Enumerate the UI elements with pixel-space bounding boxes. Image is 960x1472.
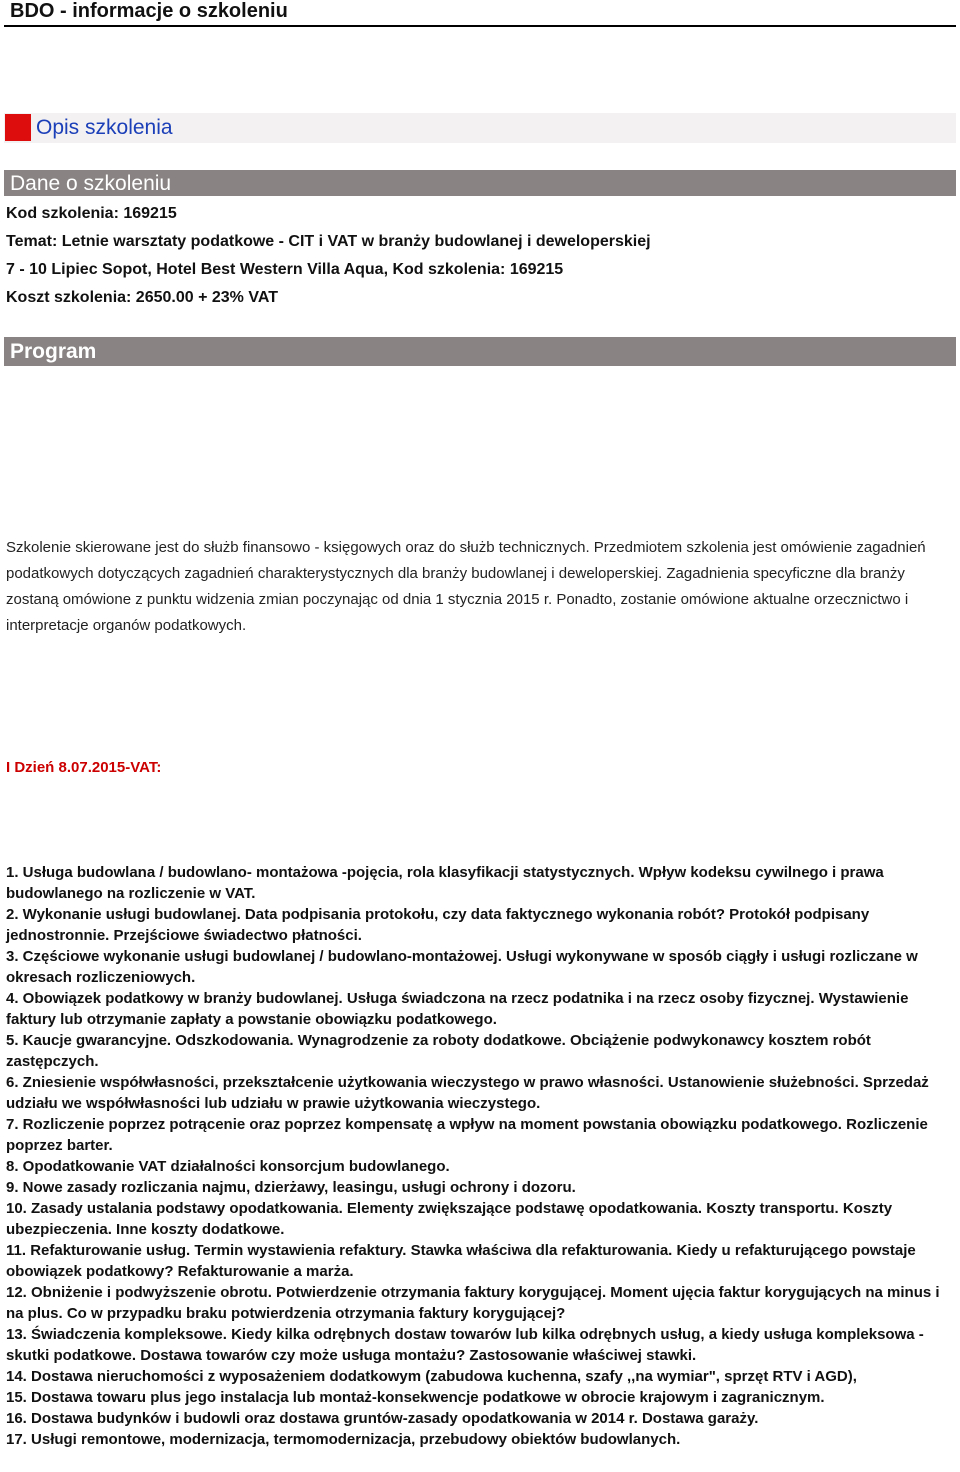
list-item: 9. Nowe zasady rozliczania najmu, dzierżawy, leasingu, usługi ochrony i dozoru.	[6, 1179, 576, 1196]
list-item: 8. Opodatkowanie VAT działalności konsorcjum budowlanego.	[6, 1158, 450, 1175]
program-items-list	[6, 862, 950, 1450]
list-item: 5. Kaucje gwarancyjne. Odszkodowania. Wynagrodzenie za roboty dodatkowe. Obciążenie podwykonawcy kosztem robót zastępczych.	[6, 1032, 871, 1070]
dane-section-header: Dane o szkoleniu	[4, 170, 956, 196]
document-title: BDO - informacje o szkoleniu	[10, 0, 288, 22]
training-code: Kod szkolenia: 169215	[6, 205, 177, 222]
training-cost: Koszt szkolenia: 2650.00 + 23% VAT	[6, 289, 278, 306]
list-item: 15. Dostawa towaru plus jego instalacja lub montaż-konsekwencje podatkowe w obrocie krajowym i zagranicznym.	[6, 1389, 825, 1406]
list-item: 6. Zniesienie współwłasności, przekształcenie użytkowania wieczystego w prawo własności. Ustanowienie służebności. Sprzedaż udziału we współwłasności lub udziału w prawie użytkowania wieczystego.	[6, 1074, 929, 1112]
list-item: 17. Usługi remontowe, modernizacja, termomodernizacja, przebudowy obiektów budowlanych.	[6, 1431, 681, 1448]
training-date-location: 7 - 10 Lipiec Sopot, Hotel Best Western Villa Aqua, Kod szkolenia: 169215	[6, 261, 564, 278]
program-section-header: Program	[4, 337, 956, 366]
list-item: 13. Świadczenia kompleksowe. Kiedy kilka odrębnych dostaw towarów lub kilka odrębnych usług, a kiedy usługa kompleksowa -skutki podatkowe. Dostawa towarów czy może usługa montażu? Zastosowanie właściwej stawki.	[6, 1326, 924, 1364]
list-item: 14. Dostawa nieruchomości z wyposażeniem dodatkowym (zabudowa kuchenna, szafy ,,na wymiar", sprzęt RTV i AGD),	[6, 1368, 857, 1385]
section-marker-icon	[5, 114, 31, 141]
list-item: 11. Refakturowanie usług. Termin wystawienia refaktury. Stawka właściwa dla refakturowania. Kiedy u refakturującego powstaje obowiązek podatkowy? Refakturowanie a marża.	[6, 1242, 916, 1280]
opis-section-title: Opis szkolenia	[36, 116, 173, 139]
program-intro: Szkolenie skierowane jest do służb finansowo - księgowych oraz do służb technicznych. Przedmiotem szkolenia jest omówienie zagadnień podatkowych dotyczących zagadnień charakterystycznych dla branży budowlanej i deweloperskiej. Zagadnienia specyficzne dla branży zostaną omówione z punktu widzenia zmian poczynając od dnia 1 stycznia 2015 r. Ponadto, zostanie omówione aktualne orzecznictwo i interpretacje organów podatkowych.	[6, 539, 926, 634]
training-topic: Temat: Letnie warsztaty podatkowe - CIT i VAT w branży budowlanej i deweloperskiej	[6, 233, 651, 250]
title-divider	[4, 25, 956, 27]
list-item: 4. Obowiązek podatkowy w branży budowlanej. Usługa świadczona na rzecz podatnika i na rzecz osoby fizycznej. Wystawienie faktury lub otrzymanie zapłaty a powstanie obowiązku podatkowego.	[6, 990, 909, 1028]
list-item: 2. Wykonanie usługi budowlanej. Data podpisania protokołu, czy data faktycznego wykonania robót? Protokół podpisany jednostronnie. Przejściowe świadectwo płatności.	[6, 906, 870, 944]
list-item: 10. Zasady ustalania podstawy opodatkowania. Elementy zwiększające podstawę opodatkowania. Koszty transportu. Koszty ubezpieczenia. Inne koszty dodatkowe.	[6, 1200, 893, 1238]
list-item: 3. Częściowe wykonanie usługi budowlanej / budowlano-montażowej. Usługi wykonywane w sposób ciągły i usługi rozliczane w okresach rozliczeniowych.	[6, 948, 918, 986]
list-item: 12. Obniżenie i podwyższenie obrotu. Potwierdzenie otrzymania faktury korygującej. Moment ujęcia faktur korygujących na minus i na plus. Co w przypadku braku potwierdzenia otrzymania faktury korygującej?	[6, 1284, 940, 1322]
list-item: 7. Rozliczenie poprzez potrącenie oraz poprzez kompensatę a wpływ na moment powstania obowiązku podatkowego. Rozliczenie poprzez barter.	[6, 1116, 928, 1154]
list-item: 1. Usługa budowlana / budowlano- montażowa -pojęcia, rola klasyfikacji statystycznych. Wpływ kodeksu cywilnego i prawa budowlanego na rozliczenie w VAT.	[6, 864, 884, 902]
day-heading: I Dzień 8.07.2015-VAT:	[6, 759, 162, 776]
training-info	[6, 200, 651, 312]
list-item: 16. Dostawa budynków i budowli oraz dostawa gruntów-zasady opodatkowania w 2014 r. Dostawa garaży.	[6, 1410, 759, 1427]
